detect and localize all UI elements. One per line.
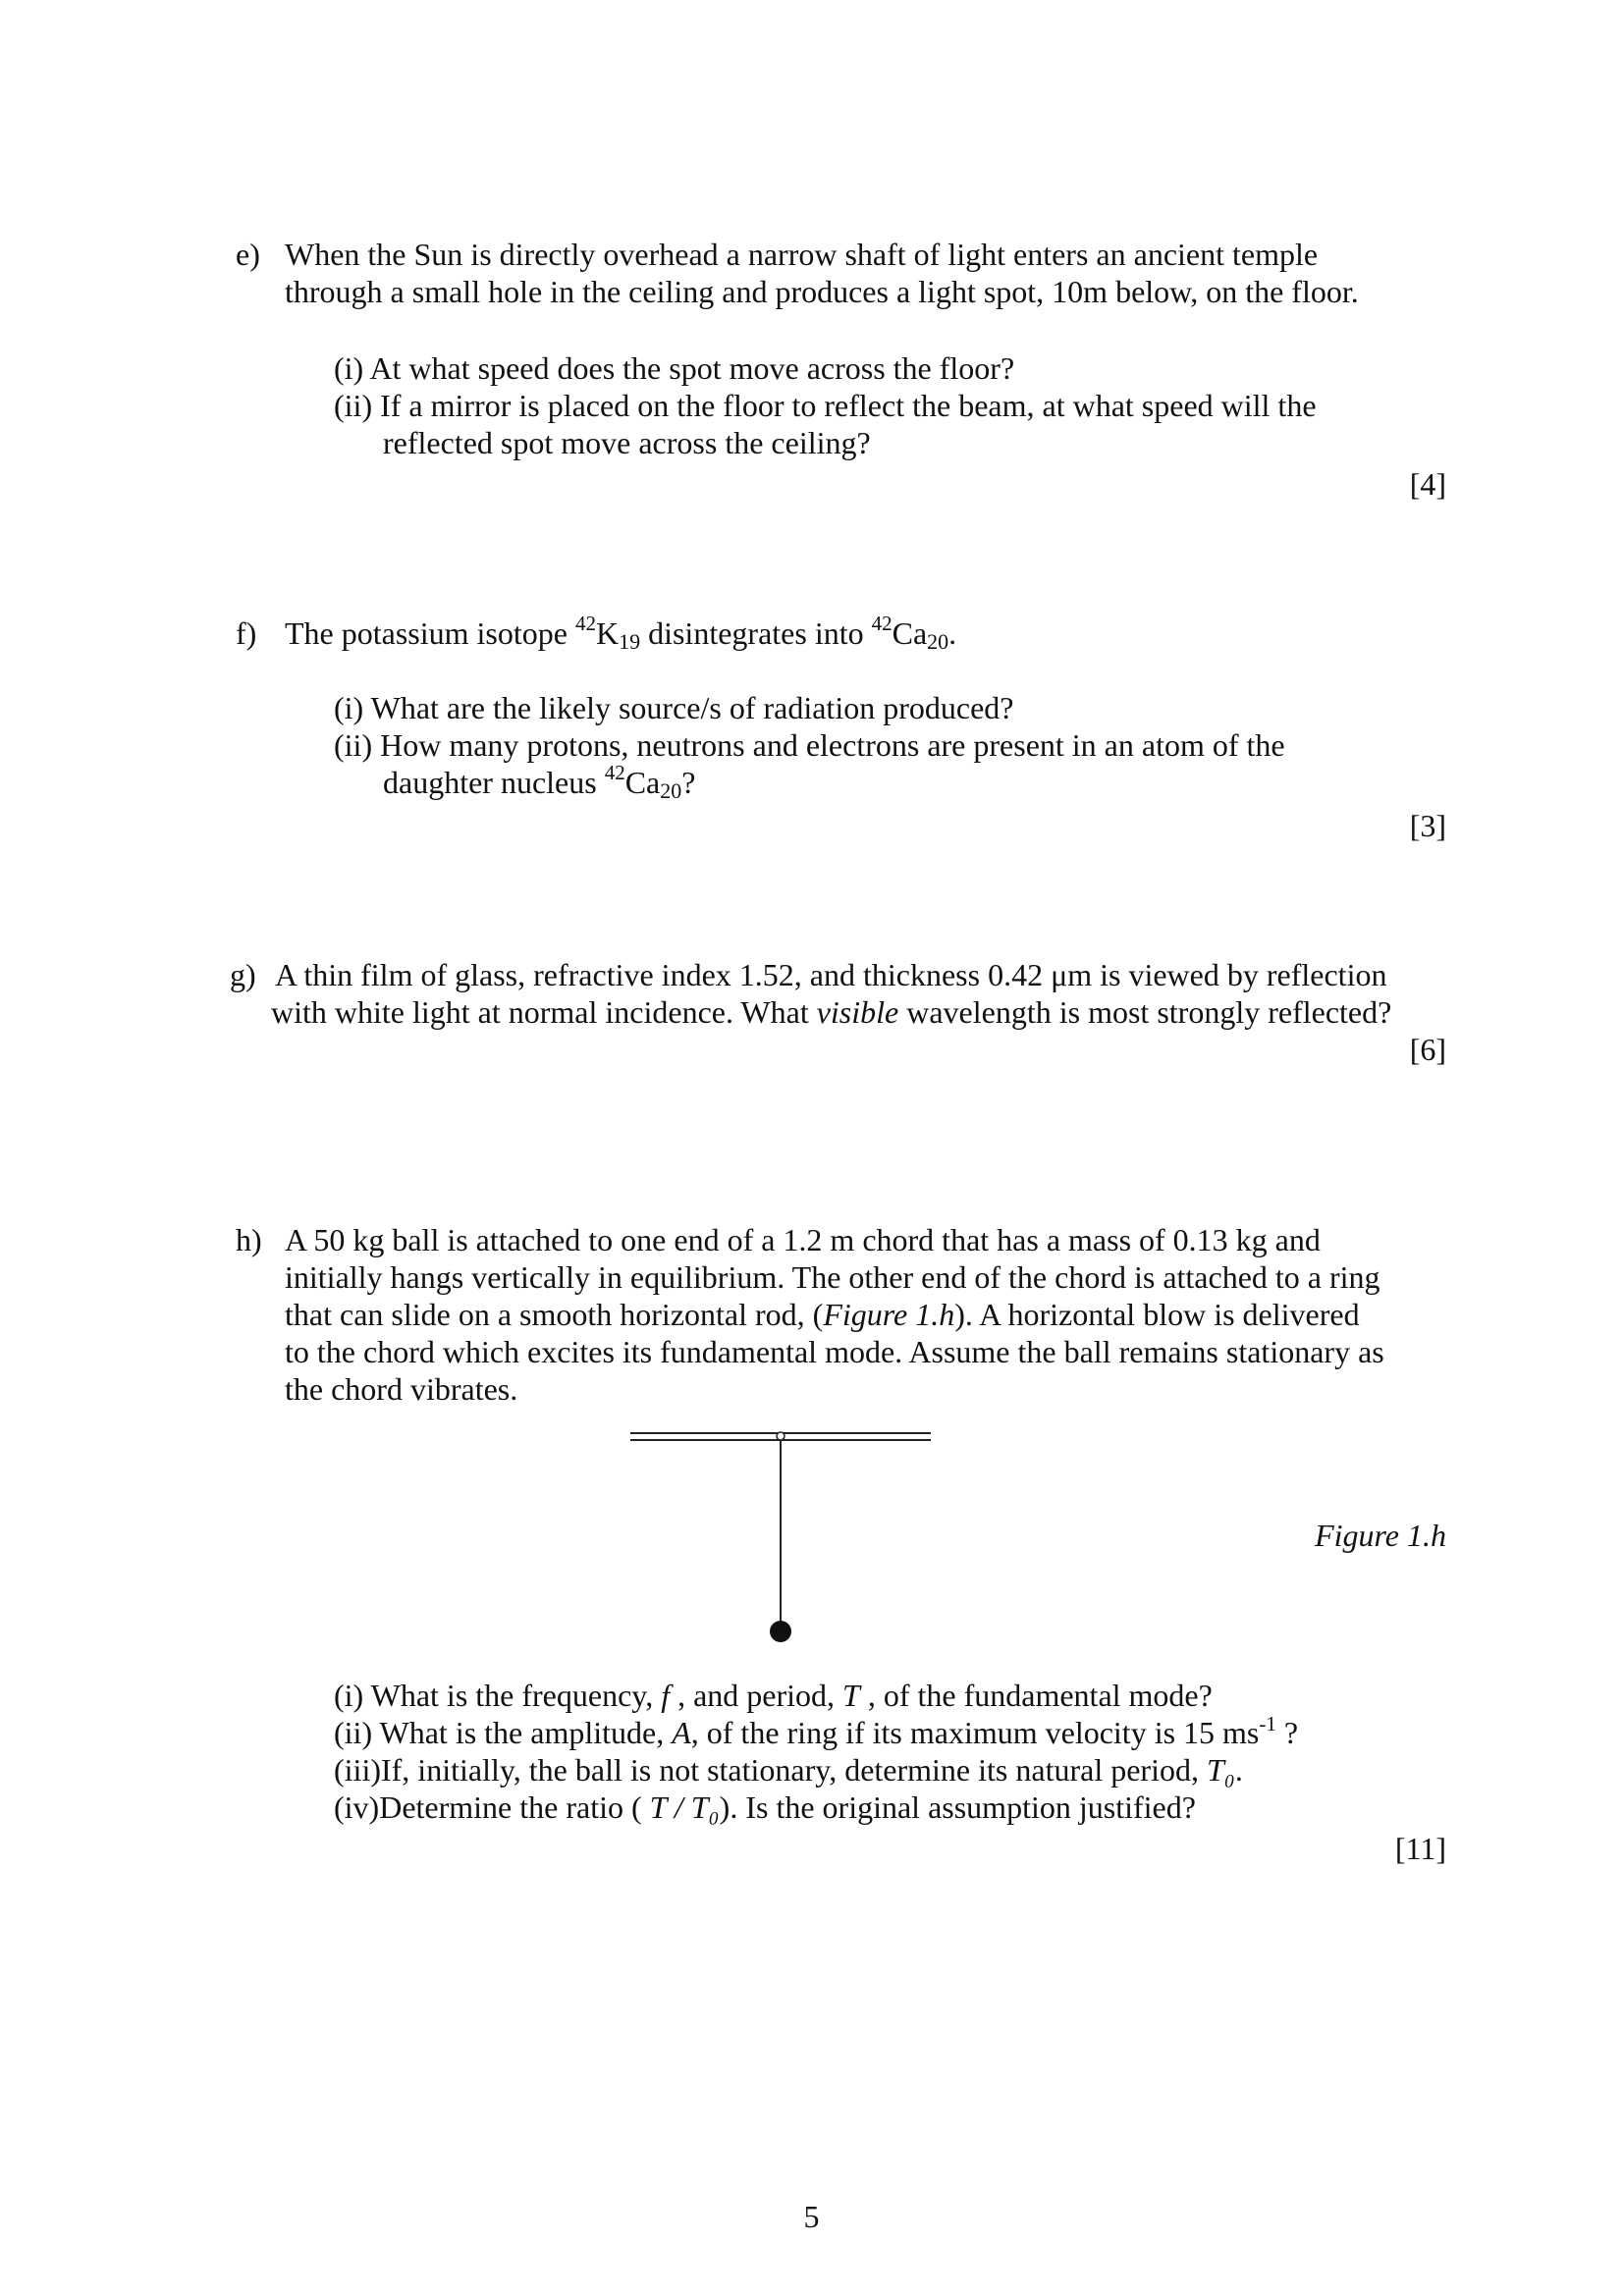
exponent: -1 [1259, 1712, 1276, 1735]
stem-text: The potassium isotope [285, 615, 575, 651]
stem-line [285, 1296, 1453, 1333]
question-stem [285, 614, 1453, 652]
stem-text: ? [1275, 1715, 1299, 1750]
mass-number: 42 [604, 761, 625, 784]
pendulum-figure [619, 1414, 943, 1649]
ratio-symbol: T / T₀ [649, 1789, 720, 1825]
stem-text: ). A horizontal blow is delivered [954, 1297, 1360, 1332]
stem-text: , of the ring if its maximum velocity is 15 ms [690, 1715, 1260, 1750]
stem-text: wavelength is most strongly reflected? [898, 994, 1392, 1030]
sub-question-i: (i) What are the likely source/s of radiation produced? [334, 690, 1014, 725]
element-symbol: Ca [892, 615, 928, 651]
stem-text: . [948, 615, 957, 651]
marks-label: [11] [1394, 1831, 1446, 1866]
symbol-f: f [661, 1678, 671, 1713]
stem-line: initially hangs vertically in equilibrium. The other end of the chord is attached to a ring [285, 1259, 1380, 1295]
sub-questions [334, 1677, 1453, 1826]
stem-text: (ii) What is the amplitude, [334, 1715, 673, 1750]
page-number: 5 [803, 2199, 820, 2234]
stem-text: . [1234, 1752, 1243, 1788]
stem-line: to the chord which excites its fundamental mode. Assume the ball remains stationary as [285, 1334, 1384, 1369]
question-stem-line2 [271, 993, 1439, 1031]
element-symbol: Ca [624, 765, 661, 800]
stem-text: with white light at normal incidence. What [271, 994, 817, 1030]
marks-label: [6] [1409, 1032, 1446, 1067]
figure-caption: Figure 1.h [1315, 1518, 1446, 1553]
question-stem [285, 1221, 1453, 1408]
symbol-T0: T₀ [1206, 1752, 1235, 1788]
stem-text: daughter nucleus [383, 765, 605, 800]
element-symbol: K [595, 615, 620, 651]
figure-reference: Figure 1.h [823, 1297, 955, 1332]
stem-text: (iv)Determine the ratio ( [334, 1789, 650, 1825]
sub-question-i [334, 1677, 1453, 1714]
atomic-number: 19 [619, 629, 641, 654]
question-stem [275, 956, 1443, 993]
sub-questions [334, 689, 1453, 801]
stem-text: , and period, [670, 1678, 843, 1713]
stem-line [285, 614, 1453, 652]
marks-label: [4] [1409, 466, 1446, 502]
sub-question-i: (i) At what speed does the spot move across the floor? [334, 350, 1015, 386]
question-letter: g) [230, 957, 256, 992]
question-letter: f) [236, 615, 257, 651]
sub-question-ii-cont: reflected spot move across the ceiling? [383, 425, 871, 460]
ball [770, 1621, 791, 1642]
sub-question-ii: (ii) How many protons, neutrons and electrons are present in an atom of the [334, 727, 1285, 763]
sub-question-ii-cont [334, 761, 1453, 803]
atomic-number: 20 [927, 629, 949, 654]
question-letter: e) [236, 237, 260, 272]
stem-line: A 50 kg ball is attached to one end of a 1.2 m chord that has a mass of 0.13 kg and [285, 1222, 1321, 1257]
marks-label: [3] [1409, 808, 1446, 843]
stem-line: A thin film of glass, refractive index 1.52, and thickness 0.42 μm is viewed by reflection [275, 957, 1387, 992]
symbol-T: T [842, 1678, 860, 1713]
stem-line: the chord vibrates. [285, 1371, 518, 1407]
stem-text: ). Is the original assumption justified? [719, 1789, 1196, 1825]
mass-number: 42 [871, 612, 893, 635]
sub-questions [334, 349, 1453, 461]
question-stem [285, 236, 1453, 310]
stem-line [271, 993, 1439, 1031]
stem-line: through a small hole in the ceiling and produces a light spot, 10m below, on the floor. [285, 274, 1359, 309]
question-letter: h) [236, 1222, 262, 1257]
stem-text: (iii)If, initially, the ball is not stationary, determine its natural period, [334, 1752, 1207, 1788]
stem-text: (i) What is the frequency, [334, 1678, 662, 1713]
stem-text: ? [681, 765, 696, 800]
sub-question-iii [334, 1751, 1453, 1789]
stem-line: When the Sun is directly overhead a narrow shaft of light enters an ancient temple [285, 237, 1319, 272]
stem-text: disintegrates into [640, 615, 872, 651]
sub-question-ii [334, 1714, 1453, 1751]
emphasis-text: visible [816, 994, 899, 1030]
stem-text: that can slide on a smooth horizontal rod, ( [285, 1297, 824, 1332]
stem-text: , of the fundamental mode? [859, 1678, 1213, 1713]
ring [777, 1432, 784, 1440]
atomic-number: 20 [660, 778, 682, 803]
symbol-A: A [672, 1715, 691, 1750]
sub-question-ii: (ii) If a mirror is placed on the floor to reflect the beam, at what speed will the [334, 388, 1317, 423]
sub-question-iv [334, 1789, 1453, 1826]
mass-number: 42 [574, 612, 596, 635]
